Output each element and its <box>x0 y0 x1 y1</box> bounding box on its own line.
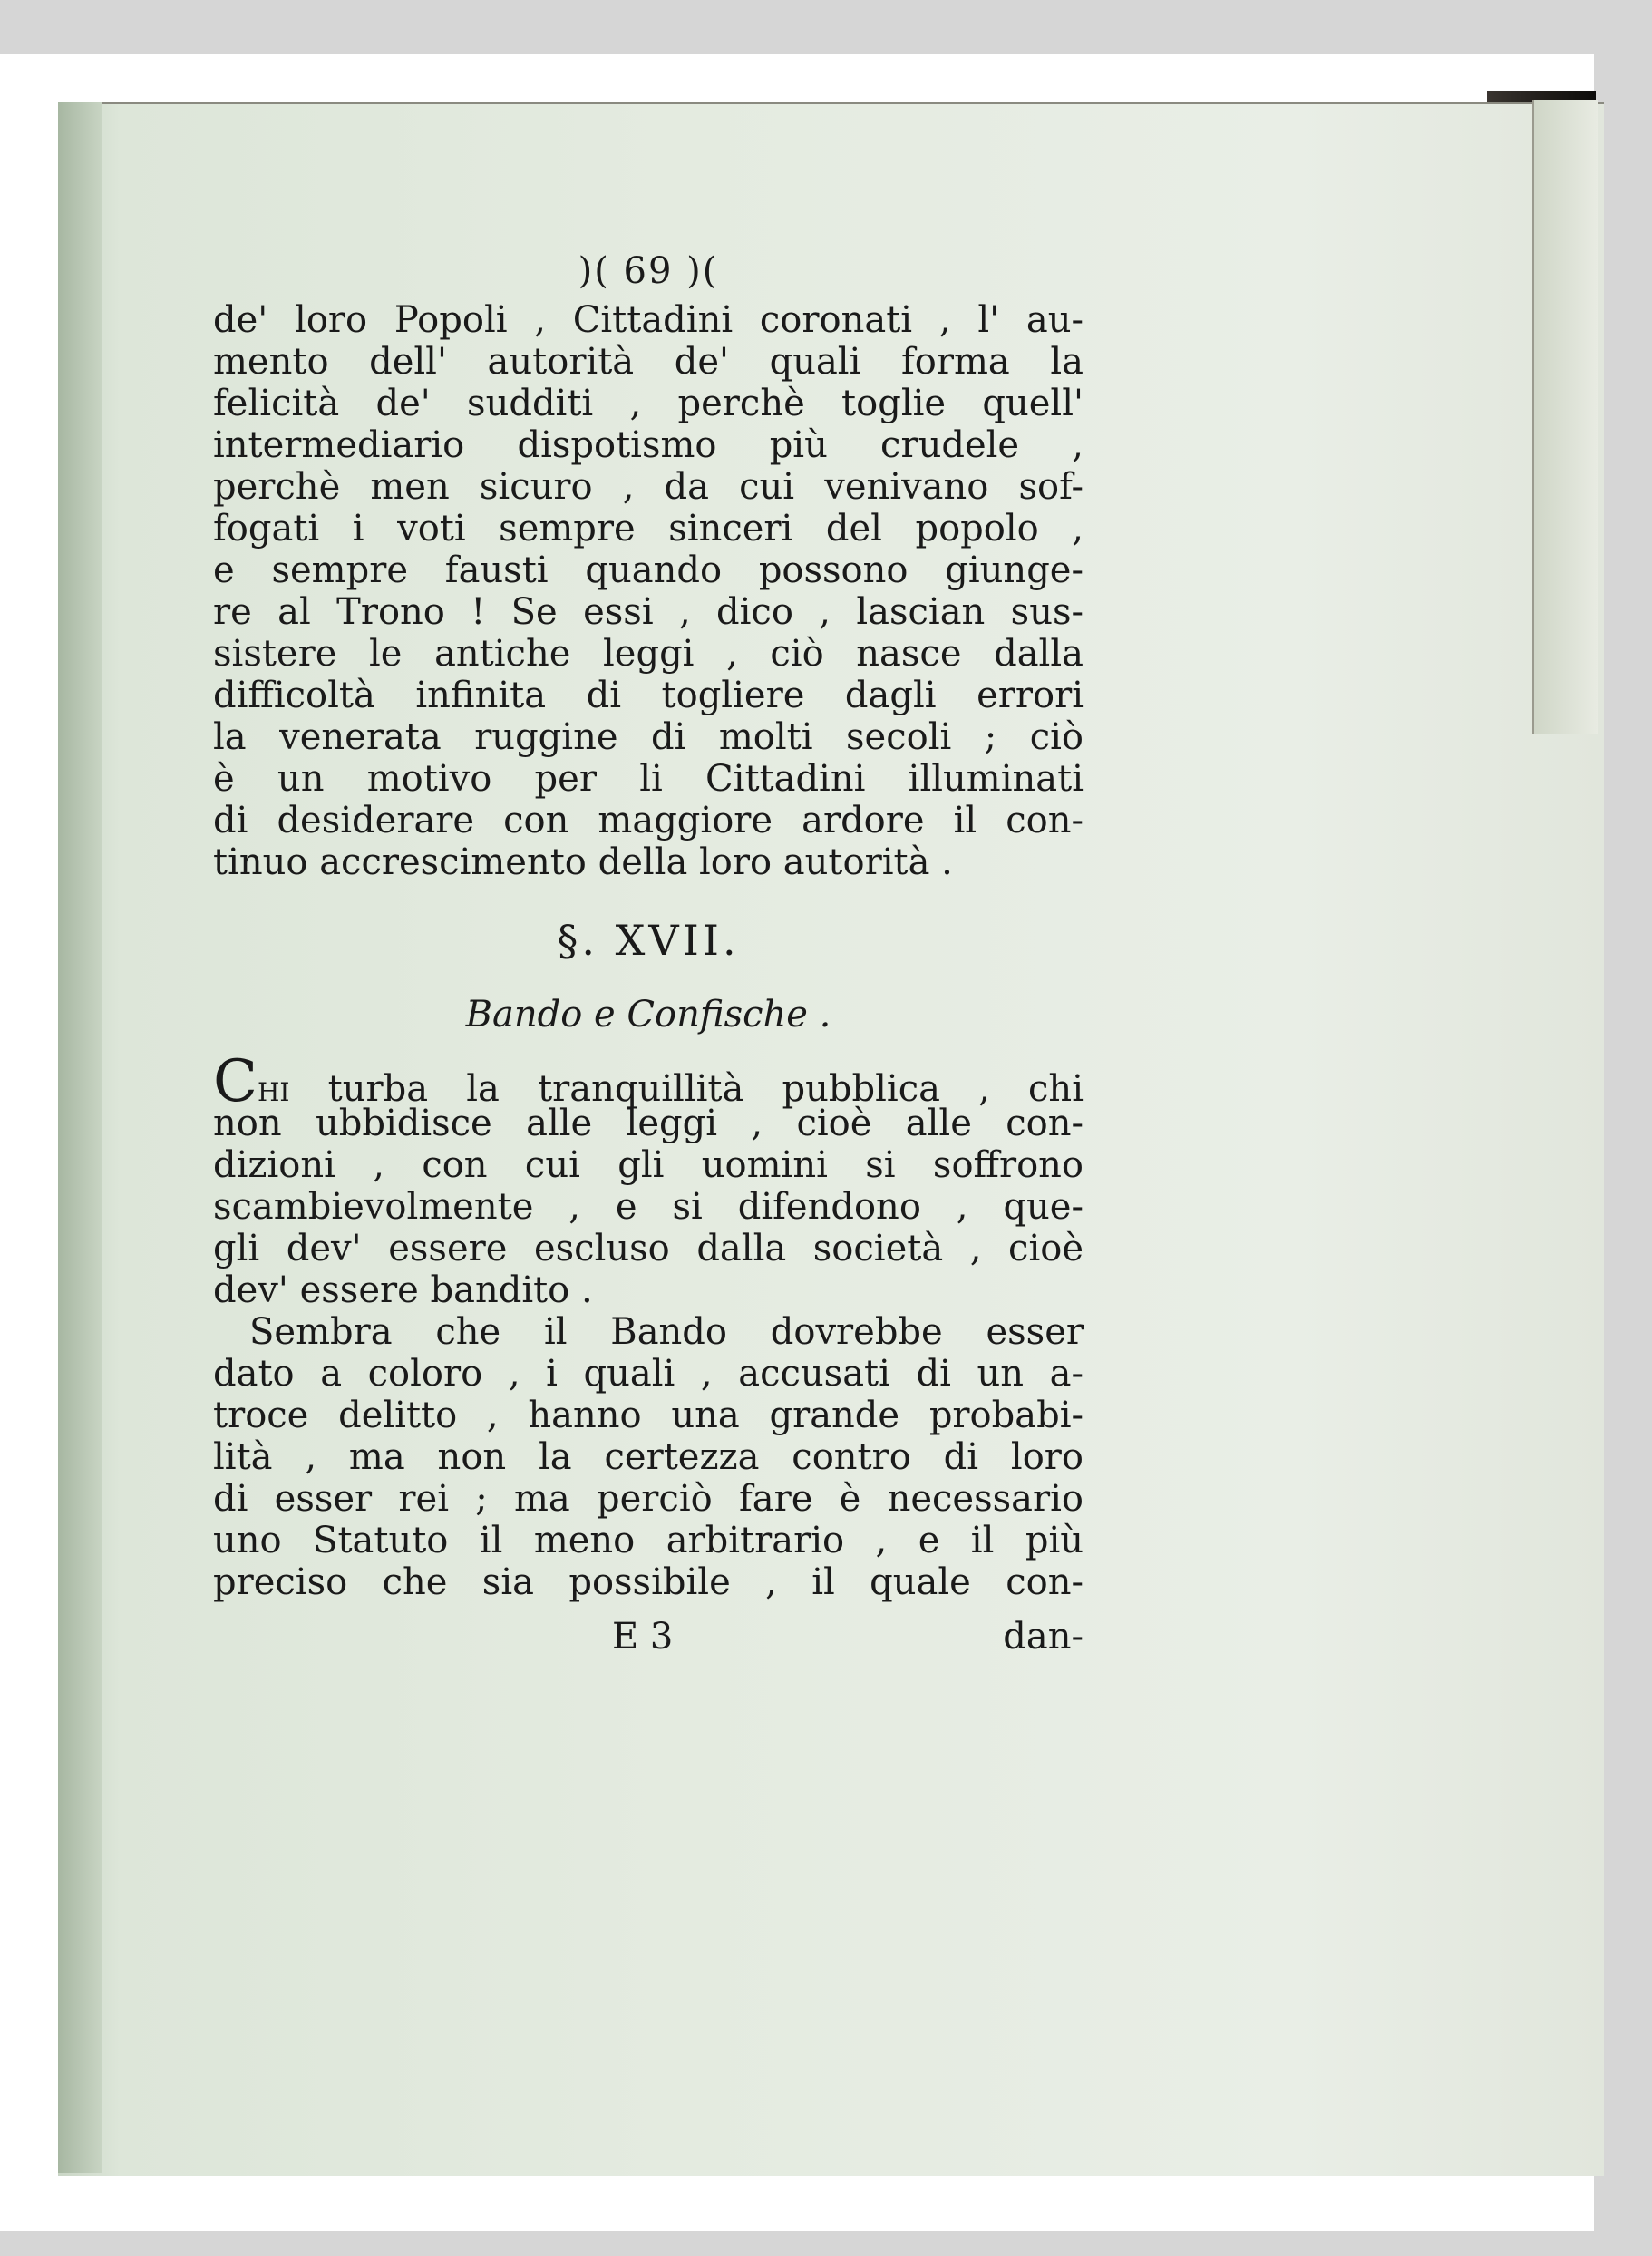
text-line: dev' essere bandito . <box>213 1269 593 1311</box>
text-line: lità , ma non la certezza contro di loro <box>213 1436 1084 1478</box>
page-fold <box>1532 100 1598 734</box>
text-line-first <box>213 1048 1084 1115</box>
text-line: di desiderare con maggiore ardore il con- <box>213 800 1084 841</box>
page-text <box>213 243 1084 1663</box>
section-subtitle: Bando e Confische . <box>465 994 831 1036</box>
text-line: mento dell' autorità de' quali forma la <box>213 341 1084 383</box>
signature-mark: E 3 <box>612 1616 674 1658</box>
text-line: di esser rei ; ma perciò fare è necessario <box>213 1478 1084 1520</box>
text-line: preciso che sia possibile , il quale con- <box>213 1561 1084 1603</box>
text-line: la venerata ruggine di molti secoli ; ciò <box>213 716 1084 758</box>
text-line: perchè men sicuro , da cui venivano sof- <box>213 466 1084 508</box>
text-line: re al Trono ! Se essi , dico , lascian sus- <box>213 591 1084 633</box>
text-line: dato a coloro , i quali , accusati di un a- <box>213 1353 1084 1395</box>
text-line: intermediario dispotismo più crudele , <box>213 424 1084 466</box>
text-line: gli dev' essere escluso dalla società , cioè <box>213 1228 1084 1269</box>
text-line: non ubbidisce alle leggi , cioè alle con- <box>213 1103 1084 1144</box>
section-title: §. XVII. <box>557 916 740 965</box>
text-line: troce delitto , hanno una grande probabi- <box>213 1395 1084 1436</box>
page-footer <box>213 1609 1084 1663</box>
paragraph-1 <box>213 299 1084 883</box>
text-line: Sembra che il Bando dovrebbe esser <box>249 1311 1084 1353</box>
paragraph-2 <box>213 1048 1084 1311</box>
text-line: è un motivo per li Cittadini illuminati <box>213 758 1084 800</box>
text-line: e sempre fausti quando possono giunge- <box>213 549 1084 591</box>
text-line: de' loro Popoli , Cittadini coronati , l' au- <box>213 299 1084 341</box>
text-line: fogati i voti sempre sinceri del popolo , <box>213 508 1084 549</box>
page-header: )( 69 )( <box>578 250 719 292</box>
text-line: sistere le antiche leggi , ciò nasce dalla <box>213 633 1084 675</box>
text-line: difficoltà infinita di togliere dagli errori <box>213 675 1084 716</box>
text-line: uno Statuto il meno arbitrario , e il più <box>213 1520 1084 1561</box>
first-line-rest: turba la tranquillità pubblica , chi <box>289 1068 1084 1110</box>
text-line: dizioni , con cui gli uomini si soffrono <box>213 1144 1084 1186</box>
catchword: dan- <box>1003 1616 1084 1658</box>
text-line: scambievolmente , e si difendono , que- <box>213 1186 1084 1228</box>
text-line: tinuo accrescimento della loro autorità . <box>213 841 953 883</box>
page-gutter <box>58 102 102 2173</box>
paragraph-3 <box>213 1311 1084 1603</box>
initial-letter: C <box>213 1048 258 1115</box>
smallcaps-word: hi <box>257 1068 290 1110</box>
text-line: felicità de' sudditi , perchè toglie quell' <box>213 383 1084 424</box>
